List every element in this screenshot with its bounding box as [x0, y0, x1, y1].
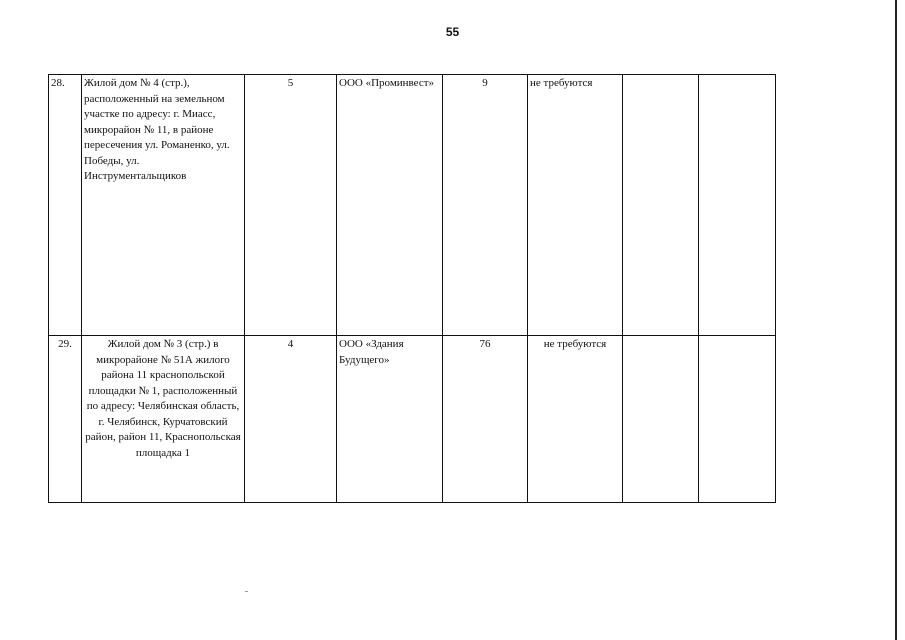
- value-cell: 76: [443, 336, 528, 503]
- scan-speck: [245, 591, 248, 592]
- object-description-cell: Жилой дом № 3 (стр.) в микрорайоне № 51А жилого района 11 краснопольской площадки № 1, расположенный по адресу: Челябинская область, г. Челябинск, Курчатовский район, район 11, Краснопольская площадка 1: [82, 336, 245, 503]
- row-number-cell: 28.: [49, 75, 82, 336]
- object-description-cell: Жилой дом № 4 (стр.), расположенный на земельном участке по адресу: г. Миасс, микрорайон № 11, в районе пересечения ул. Романенко, ул. Победы, ул. Инструментальщиков: [82, 75, 245, 336]
- empty-cell: [623, 336, 699, 503]
- empty-cell: [699, 336, 776, 503]
- empty-cell: [623, 75, 699, 336]
- table-row: [49, 336, 776, 503]
- count-cell: 4: [245, 336, 337, 503]
- value-cell: 9: [443, 75, 528, 336]
- empty-cell: [699, 75, 776, 336]
- developer-cell: ООО «Здания Будущего»: [337, 336, 443, 503]
- developer-cell: ООО «Проминвест»: [337, 75, 443, 336]
- row-number-cell: 29.: [49, 336, 82, 503]
- page-edge-line: [895, 0, 897, 640]
- note-cell: не требуются: [528, 75, 623, 336]
- table-row: [49, 75, 776, 336]
- note-cell: не требуются: [528, 336, 623, 503]
- objects-table: [48, 74, 776, 503]
- count-cell: 5: [245, 75, 337, 336]
- page-number: 55: [445, 25, 460, 39]
